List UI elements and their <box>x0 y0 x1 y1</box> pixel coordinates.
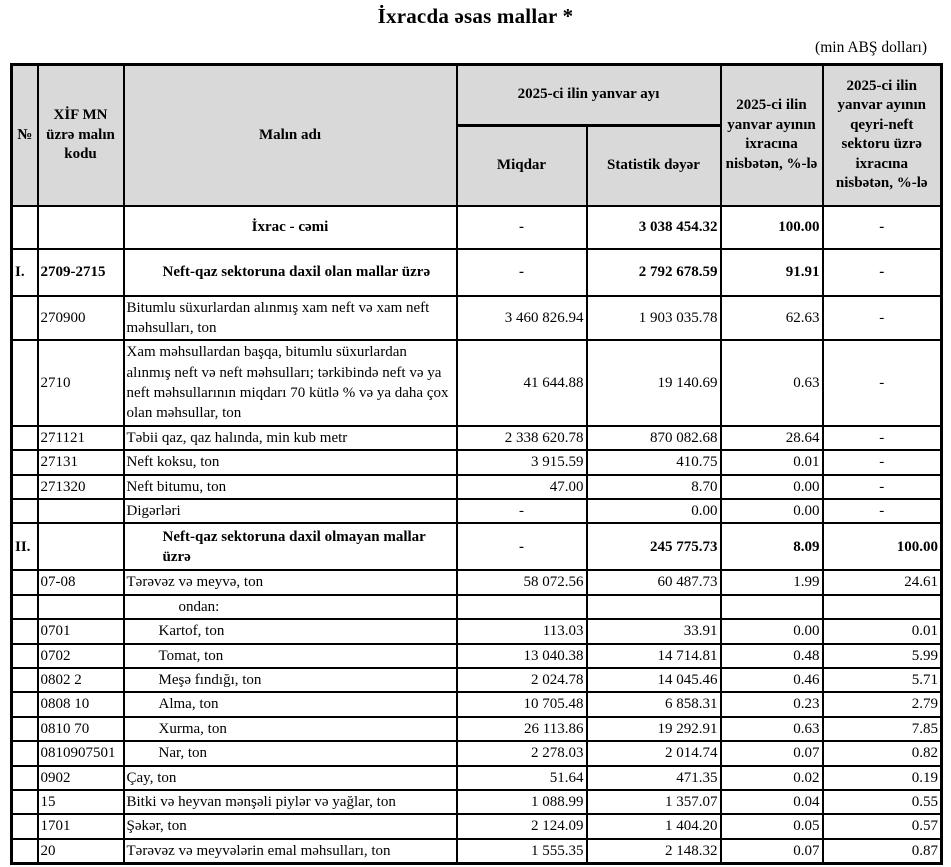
cell-stat-value: 14 045.46 <box>587 668 721 692</box>
table-row <box>12 692 942 716</box>
cell-share-total: 0.05 <box>721 814 823 838</box>
cell-code: 270900 <box>38 296 124 341</box>
cell-name: İxrac - cəmi <box>124 206 457 249</box>
table-header <box>12 65 942 206</box>
cell-quantity: 10 705.48 <box>457 692 587 716</box>
cell-code: 0810907501 <box>38 741 124 765</box>
table-row <box>12 741 942 765</box>
cell-share-nonoil: - <box>823 499 942 523</box>
cell-stat-value: 19 140.69 <box>587 340 721 426</box>
cell-name: Bitki və heyvan mənşəli piylər və yağlar, ton <box>124 790 457 814</box>
cell-no <box>12 426 38 450</box>
table-body <box>12 206 942 864</box>
cell-no <box>12 570 38 594</box>
cell-stat-value: 2 148.32 <box>587 839 721 864</box>
table-row <box>12 523 942 570</box>
cell-share-total: 91.91 <box>721 249 823 296</box>
cell-name: Şəkər, ton <box>124 814 457 838</box>
cell-no <box>12 644 38 668</box>
cell-share-nonoil: 0.82 <box>823 741 942 765</box>
cell-quantity: 1 555.35 <box>457 839 587 864</box>
cell-no <box>12 206 38 249</box>
cell-quantity: 47.00 <box>457 475 587 499</box>
cell-share-nonoil: - <box>823 249 942 296</box>
cell-code <box>38 523 124 570</box>
cell-share-total: 0.04 <box>721 790 823 814</box>
cell-code: 20 <box>38 839 124 864</box>
cell-no <box>12 839 38 864</box>
cell-stat-value: 33.91 <box>587 619 721 643</box>
cell-no: II. <box>12 523 38 570</box>
cell-share-total: 0.01 <box>721 450 823 474</box>
cell-name: Digərləri <box>124 499 457 523</box>
cell-share-nonoil: 0.87 <box>823 839 942 864</box>
table-row <box>12 814 942 838</box>
cell-no <box>12 717 38 741</box>
table-row <box>12 717 942 741</box>
cell-code <box>38 206 124 249</box>
cell-code: 27131 <box>38 450 124 474</box>
cell-name: Meşə fındığı, ton <box>124 668 457 692</box>
col-header-no: № <box>12 65 38 206</box>
cell-name: Xam məhsullardan başqa, bitumlu süxurlardan alınmış neft və neft məhsulları; tərkibində neft və ya neft məhsullarının miqdarı 70 kütlə % və ya daha çox olan məhsullar, ton <box>124 340 457 426</box>
cell-code <box>38 499 124 523</box>
cell-name: Neft bitumu, ton <box>124 475 457 499</box>
table-row <box>12 249 942 296</box>
cell-code: 0702 <box>38 644 124 668</box>
cell-code: 1701 <box>38 814 124 838</box>
cell-quantity: 1 088.99 <box>457 790 587 814</box>
cell-quantity: 2 124.09 <box>457 814 587 838</box>
cell-name: Neft koksu, ton <box>124 450 457 474</box>
cell-share-total: 8.09 <box>721 523 823 570</box>
unit-note: (min ABŞ dolları) <box>815 39 927 56</box>
cell-share-total: 0.00 <box>721 499 823 523</box>
cell-quantity: 113.03 <box>457 619 587 643</box>
cell-share-total: 0.23 <box>721 692 823 716</box>
cell-quantity <box>457 595 587 619</box>
cell-no <box>12 692 38 716</box>
cell-share-nonoil: - <box>823 340 942 426</box>
cell-name: Tərəvəz və meyvələrin emal məhsulları, ton <box>124 839 457 864</box>
cell-stat-value: 471.35 <box>587 766 721 790</box>
page-title: İxracda əsas mallar * <box>377 4 574 28</box>
cell-quantity: 58 072.56 <box>457 570 587 594</box>
col-header-stat-value: Statistik dəyər <box>587 126 721 206</box>
cell-no <box>12 766 38 790</box>
col-header-name: Malın adı <box>124 65 457 206</box>
cell-share-nonoil: 0.01 <box>823 619 942 643</box>
cell-quantity: 2 338 620.78 <box>457 426 587 450</box>
cell-code: 0902 <box>38 766 124 790</box>
cell-no <box>12 814 38 838</box>
col-header-quantity: Miqdar <box>457 126 587 206</box>
cell-stat-value: 410.75 <box>587 450 721 474</box>
cell-share-nonoil <box>823 595 942 619</box>
cell-code: 0810 70 <box>38 717 124 741</box>
cell-name: Təbii qaz, qaz halında, min kub metr <box>124 426 457 450</box>
col-header-share-total: 2025-ci ilin yanvar ayının ixracına nisbətən, %-lə <box>721 65 823 206</box>
cell-code: 271121 <box>38 426 124 450</box>
cell-share-nonoil: - <box>823 296 942 341</box>
cell-share-total: 1.99 <box>721 570 823 594</box>
table-row <box>12 340 942 426</box>
table-row <box>12 595 942 619</box>
cell-share-nonoil: 2.79 <box>823 692 942 716</box>
cell-quantity: 3 915.59 <box>457 450 587 474</box>
cell-share-nonoil: 0.57 <box>823 814 942 838</box>
cell-share-nonoil: - <box>823 426 942 450</box>
cell-share-total: 0.63 <box>721 717 823 741</box>
cell-share-nonoil: 5.71 <box>823 668 942 692</box>
cell-stat-value <box>587 595 721 619</box>
cell-share-total: 28.64 <box>721 426 823 450</box>
cell-no <box>12 340 38 426</box>
cell-name: Çay, ton <box>124 766 457 790</box>
cell-code: 0808 10 <box>38 692 124 716</box>
cell-quantity: 3 460 826.94 <box>457 296 587 341</box>
cell-stat-value: 3 038 454.32 <box>587 206 721 249</box>
cell-no <box>12 741 38 765</box>
cell-quantity: 41 644.88 <box>457 340 587 426</box>
cell-no <box>12 296 38 341</box>
cell-code: 15 <box>38 790 124 814</box>
table-row <box>12 644 942 668</box>
cell-no <box>12 790 38 814</box>
cell-share-nonoil: - <box>823 206 942 249</box>
cell-no <box>12 499 38 523</box>
cell-share-total: 0.07 <box>721 741 823 765</box>
cell-share-nonoil: 100.00 <box>823 523 942 570</box>
cell-stat-value: 60 487.73 <box>587 570 721 594</box>
cell-quantity: - <box>457 523 587 570</box>
cell-quantity: 26 113.86 <box>457 717 587 741</box>
cell-share-nonoil: - <box>823 450 942 474</box>
table-row <box>12 790 942 814</box>
cell-name: Bitumlu süxurlardan alınmış xam neft və xam neft məhsulları, ton <box>124 296 457 341</box>
table-row <box>12 839 942 864</box>
col-header-share-nonoil: 2025-ci ilin yanvar ayının qeyri-neft sektoru üzrə ixracına nisbətən, %-lə <box>823 65 942 206</box>
cell-code <box>38 595 124 619</box>
cell-quantity: 2 278.03 <box>457 741 587 765</box>
cell-code: 07-08 <box>38 570 124 594</box>
cell-quantity: - <box>457 249 587 296</box>
cell-stat-value: 2 792 678.59 <box>587 249 721 296</box>
cell-stat-value: 1 404.20 <box>587 814 721 838</box>
col-header-period-group: 2025-ci ilin yanvar ayı <box>457 65 721 126</box>
table-row <box>12 206 942 249</box>
cell-no <box>12 450 38 474</box>
cell-no <box>12 475 38 499</box>
cell-stat-value: 14 714.81 <box>587 644 721 668</box>
cell-no <box>12 619 38 643</box>
cell-share-total: 0.00 <box>721 619 823 643</box>
cell-name: Neft-qaz sektoruna daxil olmayan mallar üzrə <box>124 523 457 570</box>
cell-share-total: 100.00 <box>721 206 823 249</box>
cell-share-total: 62.63 <box>721 296 823 341</box>
cell-share-total: 0.00 <box>721 475 823 499</box>
table-row <box>12 668 942 692</box>
cell-share-total <box>721 595 823 619</box>
cell-code: 0701 <box>38 619 124 643</box>
cell-quantity: - <box>457 499 587 523</box>
cell-share-nonoil: 5.99 <box>823 644 942 668</box>
cell-code: 271320 <box>38 475 124 499</box>
table-row <box>12 499 942 523</box>
table-row <box>12 570 942 594</box>
cell-stat-value: 1 357.07 <box>587 790 721 814</box>
cell-name: Alma, ton <box>124 692 457 716</box>
cell-code: 0802 2 <box>38 668 124 692</box>
cell-stat-value: 245 775.73 <box>587 523 721 570</box>
cell-stat-value: 870 082.68 <box>587 426 721 450</box>
cell-share-nonoil: 0.19 <box>823 766 942 790</box>
cell-name: Tomat, ton <box>124 644 457 668</box>
exports-table <box>10 63 943 865</box>
table-row <box>12 450 942 474</box>
cell-quantity: 2 024.78 <box>457 668 587 692</box>
cell-share-total: 0.46 <box>721 668 823 692</box>
cell-stat-value: 19 292.91 <box>587 717 721 741</box>
cell-name: Nar, ton <box>124 741 457 765</box>
cell-share-nonoil: 7.85 <box>823 717 942 741</box>
cell-quantity: - <box>457 206 587 249</box>
cell-name: ondan: <box>124 595 457 619</box>
table-row <box>12 426 942 450</box>
col-header-code: XİF MN üzrə malın kodu <box>38 65 124 206</box>
cell-no: I. <box>12 249 38 296</box>
cell-name: Tərəvəz və meyvə, ton <box>124 570 457 594</box>
cell-share-nonoil: 0.55 <box>823 790 942 814</box>
cell-name: Kartof, ton <box>124 619 457 643</box>
cell-stat-value: 2 014.74 <box>587 741 721 765</box>
table-row <box>12 619 942 643</box>
cell-name: Xurma, ton <box>124 717 457 741</box>
cell-share-nonoil: - <box>823 475 942 499</box>
cell-no <box>12 595 38 619</box>
cell-no <box>12 668 38 692</box>
cell-quantity: 13 040.38 <box>457 644 587 668</box>
table-row <box>12 475 942 499</box>
cell-share-total: 0.07 <box>721 839 823 864</box>
cell-stat-value: 6 858.31 <box>587 692 721 716</box>
cell-stat-value: 1 903 035.78 <box>587 296 721 341</box>
table-row <box>12 766 942 790</box>
table-row <box>12 296 942 341</box>
cell-share-total: 0.02 <box>721 766 823 790</box>
cell-name: Neft-qaz sektoruna daxil olan mallar üzrə <box>124 249 457 296</box>
cell-stat-value: 0.00 <box>587 499 721 523</box>
cell-stat-value: 8.70 <box>587 475 721 499</box>
cell-quantity: 51.64 <box>457 766 587 790</box>
cell-share-total: 0.48 <box>721 644 823 668</box>
cell-share-total: 0.63 <box>721 340 823 426</box>
cell-share-nonoil: 24.61 <box>823 570 942 594</box>
cell-code: 2709-2715 <box>38 249 124 296</box>
cell-code: 2710 <box>38 340 124 426</box>
